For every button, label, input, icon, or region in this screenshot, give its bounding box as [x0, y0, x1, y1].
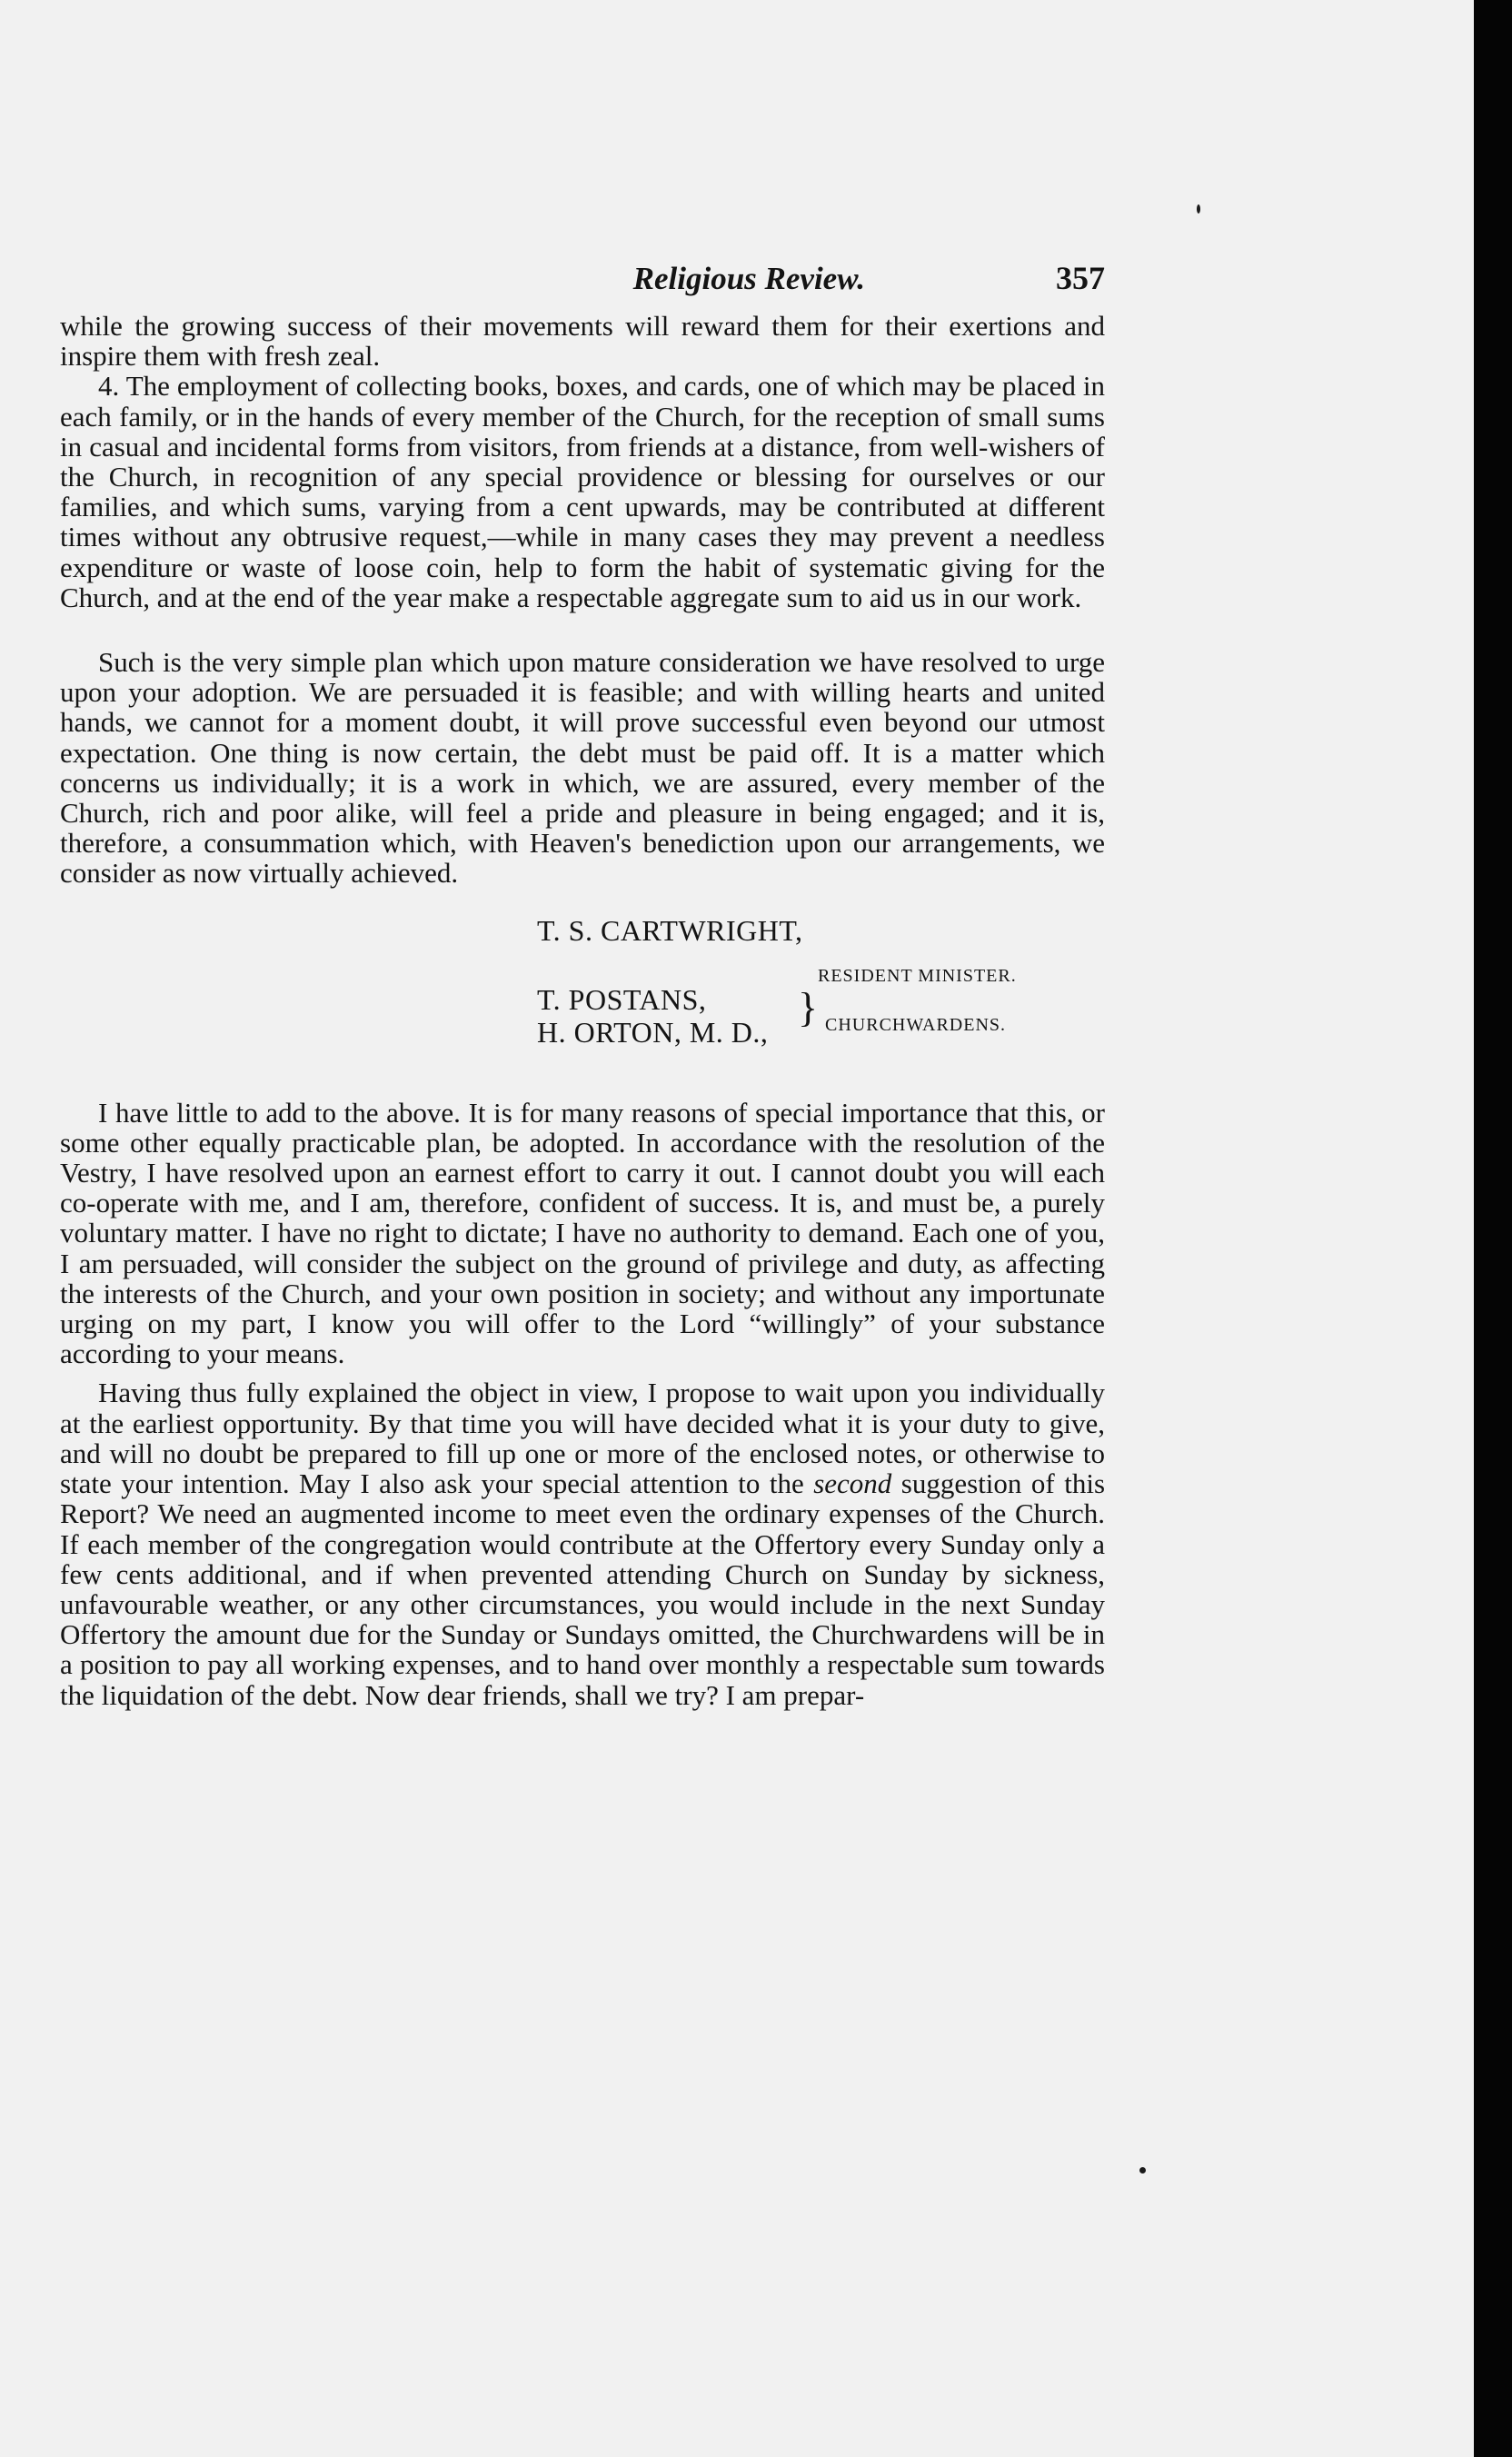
page-header: [60, 260, 1105, 311]
text-column: [60, 260, 1106, 1711]
closing-text-start: Having thus fully explained the object in view, I propose to wait upon you individually at the earliest opportunity. By that time you will have decided what it is your duty to give, and will no doubt be prepared to fill up one or more of the enclosed notes, or otherwise to state your intention. May I also ask your special attention to the: [60, 1377, 1105, 1500]
scan-speck: [1197, 204, 1200, 214]
signature-wardens-role: CHURCHWARDENS.: [825, 1014, 1007, 1035]
paragraph-plan-summary: Such is the very simple plan which upon mature consideration we have resolved to urge upon your adoption. We are persuaded it is feasible; and with willing hearts and united hands, we cannot for a moment doubt, it will prove successful even beyond our utmost expectation. One thing is now certain, the debt must be paid off. It is a matter which concerns us individually; it is a work in which, we are assured, every member of the Church, rich and poor alike, will feel a pride and pleasure in being engaged; and it is, therefore, a consummation which, with Heaven's benediction upon our arrangements, we consider as now virtually achieved.: [60, 646, 1105, 890]
emphasis-second: second: [813, 1467, 892, 1500]
paragraph-continuation: while the growing success of their movements will reward them for their exertions and inspire them with fresh zeal.: [60, 310, 1105, 373]
signature-block: [60, 913, 1105, 1098]
signature-minister-role: RESIDENT MINISTER.: [818, 965, 1017, 986]
closing-text-end: suggestion of this Report? We need an augmented income to meet even the ordinary expenses of the Church. If each member of the congregation would contribute at the Offertory every Sunday only a few cents additional, and if when prevented attending Church on Sunday by sickness, unfavourable weather, or any other circumstances, you would include in the next Sunday Offertory the amount due for the Sunday or Sundays omitted, the Churchwardens will be in a position to pay all working expenses, and to hand over monthly a respectable sum towards the liquidation of the debt. Now dear friends, shall we try? I am prepar-: [60, 1467, 1106, 1711]
signature-minister: T. S. CARTWRIGHT,: [537, 913, 803, 947]
scan-speck: [1139, 2167, 1146, 2174]
signature-warden-2: H. ORTON, M. D.,: [537, 1015, 769, 1049]
scan-edge-shadow: [1474, 0, 1512, 2457]
brace-glyph: }: [798, 983, 819, 1030]
paragraph-minister-note: I have little to add to the above. It is for many reasons of special importance that this, or some other equally practicable plan, be adopted. In accordance with the resolution of the Vestry, I have resolved upon an earnest effort to carry it out. I cannot doubt you will each co-operate with me, and I am, therefore, confident of success. It is, and must be, a purely voluntary matter. I have no right to dictate; I have no authority to demand. Each one of you, I am persuaded, will consider the subject on the ground of privilege and duty, as affecting the interests of the Church, and your own position in society; and without any importunate urging on my part, I know you will offer to the Lord “willingly” of your substance according to your means.: [60, 1096, 1105, 1370]
signature-warden-1: T. POSTANS,: [537, 982, 707, 1016]
page-number: 357: [1056, 260, 1105, 296]
paragraph-closing: [60, 1378, 1105, 1709]
running-title: Religious Review.: [632, 261, 865, 296]
paragraph-item-4: 4. The employment of collecting books, boxes, and cards, one of which may be placed in each family, or in the hands of every member of the Church, for the reception of small sums in casual and incidental forms from visitors, from friends at a distance, from well-wishers of the Church, in recognition of any special providence or blessing for ourselves or our families, and which sums, varying from a cent upwards, may be contributed at different times without any obtrusive request,—while in many cases they may prevent a needless expenditure or waste of loose coin, help to form the habit of systematic giving for the Church, and at the end of the year make a respectable aggregate sum to aid us in our work.: [60, 370, 1105, 613]
